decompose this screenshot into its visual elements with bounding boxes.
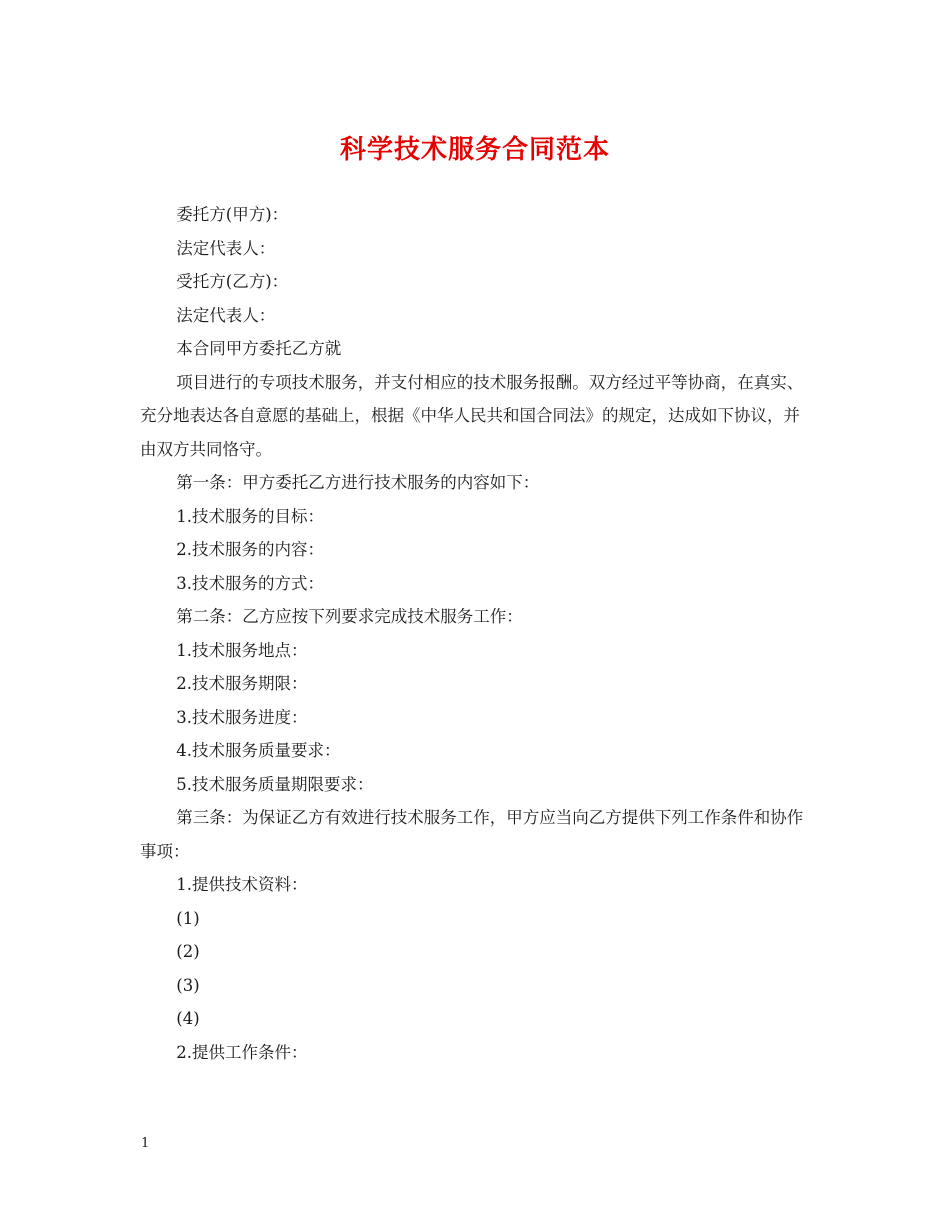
- article-2-item-5: 5.技术服务质量期限要求：: [176, 774, 374, 794]
- article-2-heading: 第二条：乙方应按下列要求完成技术服务工作：: [176, 607, 523, 626]
- article-3-subitem-2: (2): [176, 942, 200, 961]
- article-3-item-2: 2.提供工作条件：: [176, 1042, 308, 1062]
- article-1-item-2: 2.技术服务的内容：: [176, 540, 325, 559]
- page-number: 1: [141, 1136, 150, 1151]
- article-2-item-1: 1.技术服务地点：: [176, 640, 308, 660]
- document-body: [140, 198, 812, 1069]
- article-1-heading: 第一条：甲方委托乙方进行技术服务的内容如下：: [176, 473, 540, 492]
- article-3-heading: 第三条：为保证乙方有效进行技术服务工作，甲方应当向乙方提供下列工作条件和协作事项：: [140, 808, 804, 861]
- paragraph-contractor-representative: 法定代表人：: [176, 305, 276, 325]
- article-3-subitem-3: (3): [176, 975, 200, 995]
- article-1-item-3: 3.技术服务的方式：: [176, 573, 325, 593]
- article-1-item-1: 1.技术服务的目标：: [176, 506, 325, 526]
- paragraph-client: 委托方(甲方)：: [176, 205, 289, 224]
- paragraph-project-intro: 项目进行的专项技术服务，并支付相应的技术服务报酬。双方经过平等协商，在真实、充分地表达各自意愿的基础上，根据《中华人民共和国合同法》的规定，达成如下协议，并由双方共同恪守。: [140, 372, 804, 459]
- paragraph-commission: 本合同甲方委托乙方就: [176, 339, 342, 358]
- article-3-subitem-4: (4): [176, 1009, 200, 1028]
- paragraph-client-representative: 法定代表人：: [176, 238, 276, 258]
- document-title: 科学技术服务合同范本: [339, 135, 610, 165]
- article-2-item-4: 4.技术服务质量要求：: [176, 741, 341, 760]
- paragraph-contractor: 受托方(乙方)：: [176, 272, 289, 291]
- article-3-item-1: 1.提供技术资料：: [176, 875, 308, 894]
- article-2-item-3: 3.技术服务进度：: [176, 707, 308, 727]
- article-3-subitem-1: (1): [176, 908, 200, 928]
- article-2-item-2: 2.技术服务期限：: [176, 674, 308, 693]
